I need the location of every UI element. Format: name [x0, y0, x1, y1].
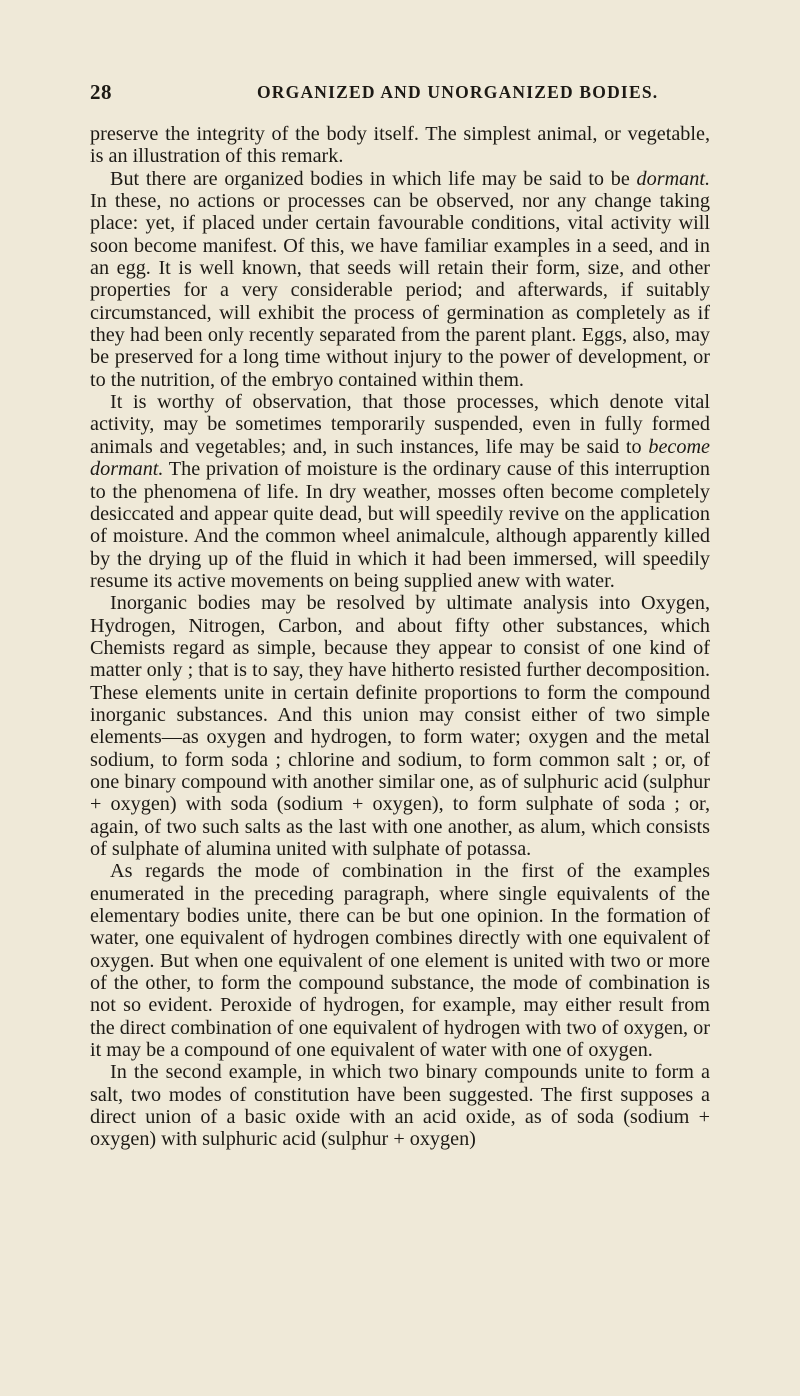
paragraph-text: In the second example, in which two binary compounds unite to form a salt, two modes of constitution have been suggested. The first supposes a direct union of a basic oxide with an acid oxide, as of soda (sodium + oxygen) with sulphuric acid (sulphur + oxygen) [90, 1061, 710, 1151]
paragraph-4 [90, 592, 710, 860]
running-title: ORGANIZED AND UNORGANIZED BODIES. [257, 82, 659, 102]
paragraph-2 [90, 168, 710, 391]
paragraph-text: preserve the integrity of the body itself. The simplest animal, or vegetable, is an illustration of this remark. [90, 123, 710, 168]
paragraph-text: In these, no actions or processes can be observed, nor any change taking place: yet, if placed under certain favourable conditions, vital activity will soon become manifest. Of this, we have familiar examples in a seed, and in an egg. It is well known, that seeds will retain their form, size, and other properties for a very considerable period; and afterwards, if suitably circumstanced, will exhibit the process of germination as completely as if they had been only recently separated from the parent plant. Eggs, also, may be preserved for a long time without injury to the power of development, or to the nutrition, of the embryo contained within them. [90, 190, 710, 391]
page-number: 28 [90, 80, 112, 104]
paragraph-5 [90, 860, 710, 1061]
paragraph-text: It is worthy of observation, that those processes, which denote vital activity, may be sometimes temporarily suspended, even in fully formed animals and vegetables; and, in such instances, life may be said to [90, 391, 710, 458]
italic-term: become dormant. [90, 435, 710, 481]
paragraph-text: Inorganic bodies may be resolved by ultimate analysis into Oxygen, Hydrogen, Nitrogen, Carbon, and about fifty other substances, which Chemists regard as simple, because they appear to consist of one kind of matter only ; that is to say, they have hitherto resisted further decomposition. These elements unite in certain definite proportions to form the compound inorganic substances. And this union may consist either of two simple elements—as oxygen and hydrogen, to form water; oxygen and the metal sodium, to form soda ; chlorine and sodium, to form common salt ; or, of one binary compound with another similar one, as of sulphuric acid (sulphur + oxygen) with soda (sodium + oxygen), to form sulphate of soda ; or, again, of two such salts as the last with one another, as alum, which consists of sulphate of alumina united with sulphate of potassa. [90, 592, 710, 860]
paragraph-text: The privation of moisture is the ordinary cause of this interruption to the phenomena of life. In dry weather, mosses often become completely desiccated and appear quite dead, but will speedily revive on the application of moisture. And the common wheel animalcule, although apparently killed by the drying up of the fluid in which it had been immersed, will speedily resume its active movements on being supplied anew with water. [90, 458, 710, 592]
paragraph-text: But there are organized bodies in which life may be said to be [110, 167, 637, 190]
paragraph-6 [90, 1061, 710, 1150]
paragraph-text: As regards the mode of combination in the first of the examples enumerated in the preceding paragraph, where single equivalents of the elementary bodies unite, there can be but one opinion. In the formation of water, one equivalent of hydrogen combines directly with one equivalent of oxygen. But when one equivalent of one element is united with two or more of the other, to form the compound substance, the mode of combination is not so evident. Peroxide of hydrogen, for example, may either result from the direct combination of one equivalent of hydrogen with two of oxygen, or it may be a compound of one equivalent of water with one of oxygen. [90, 860, 710, 1062]
paragraph-3 [90, 391, 710, 592]
paragraph-1 [90, 123, 710, 168]
page-header [90, 80, 710, 110]
italic-term: dormant. [636, 167, 710, 190]
body-text [90, 123, 710, 1151]
